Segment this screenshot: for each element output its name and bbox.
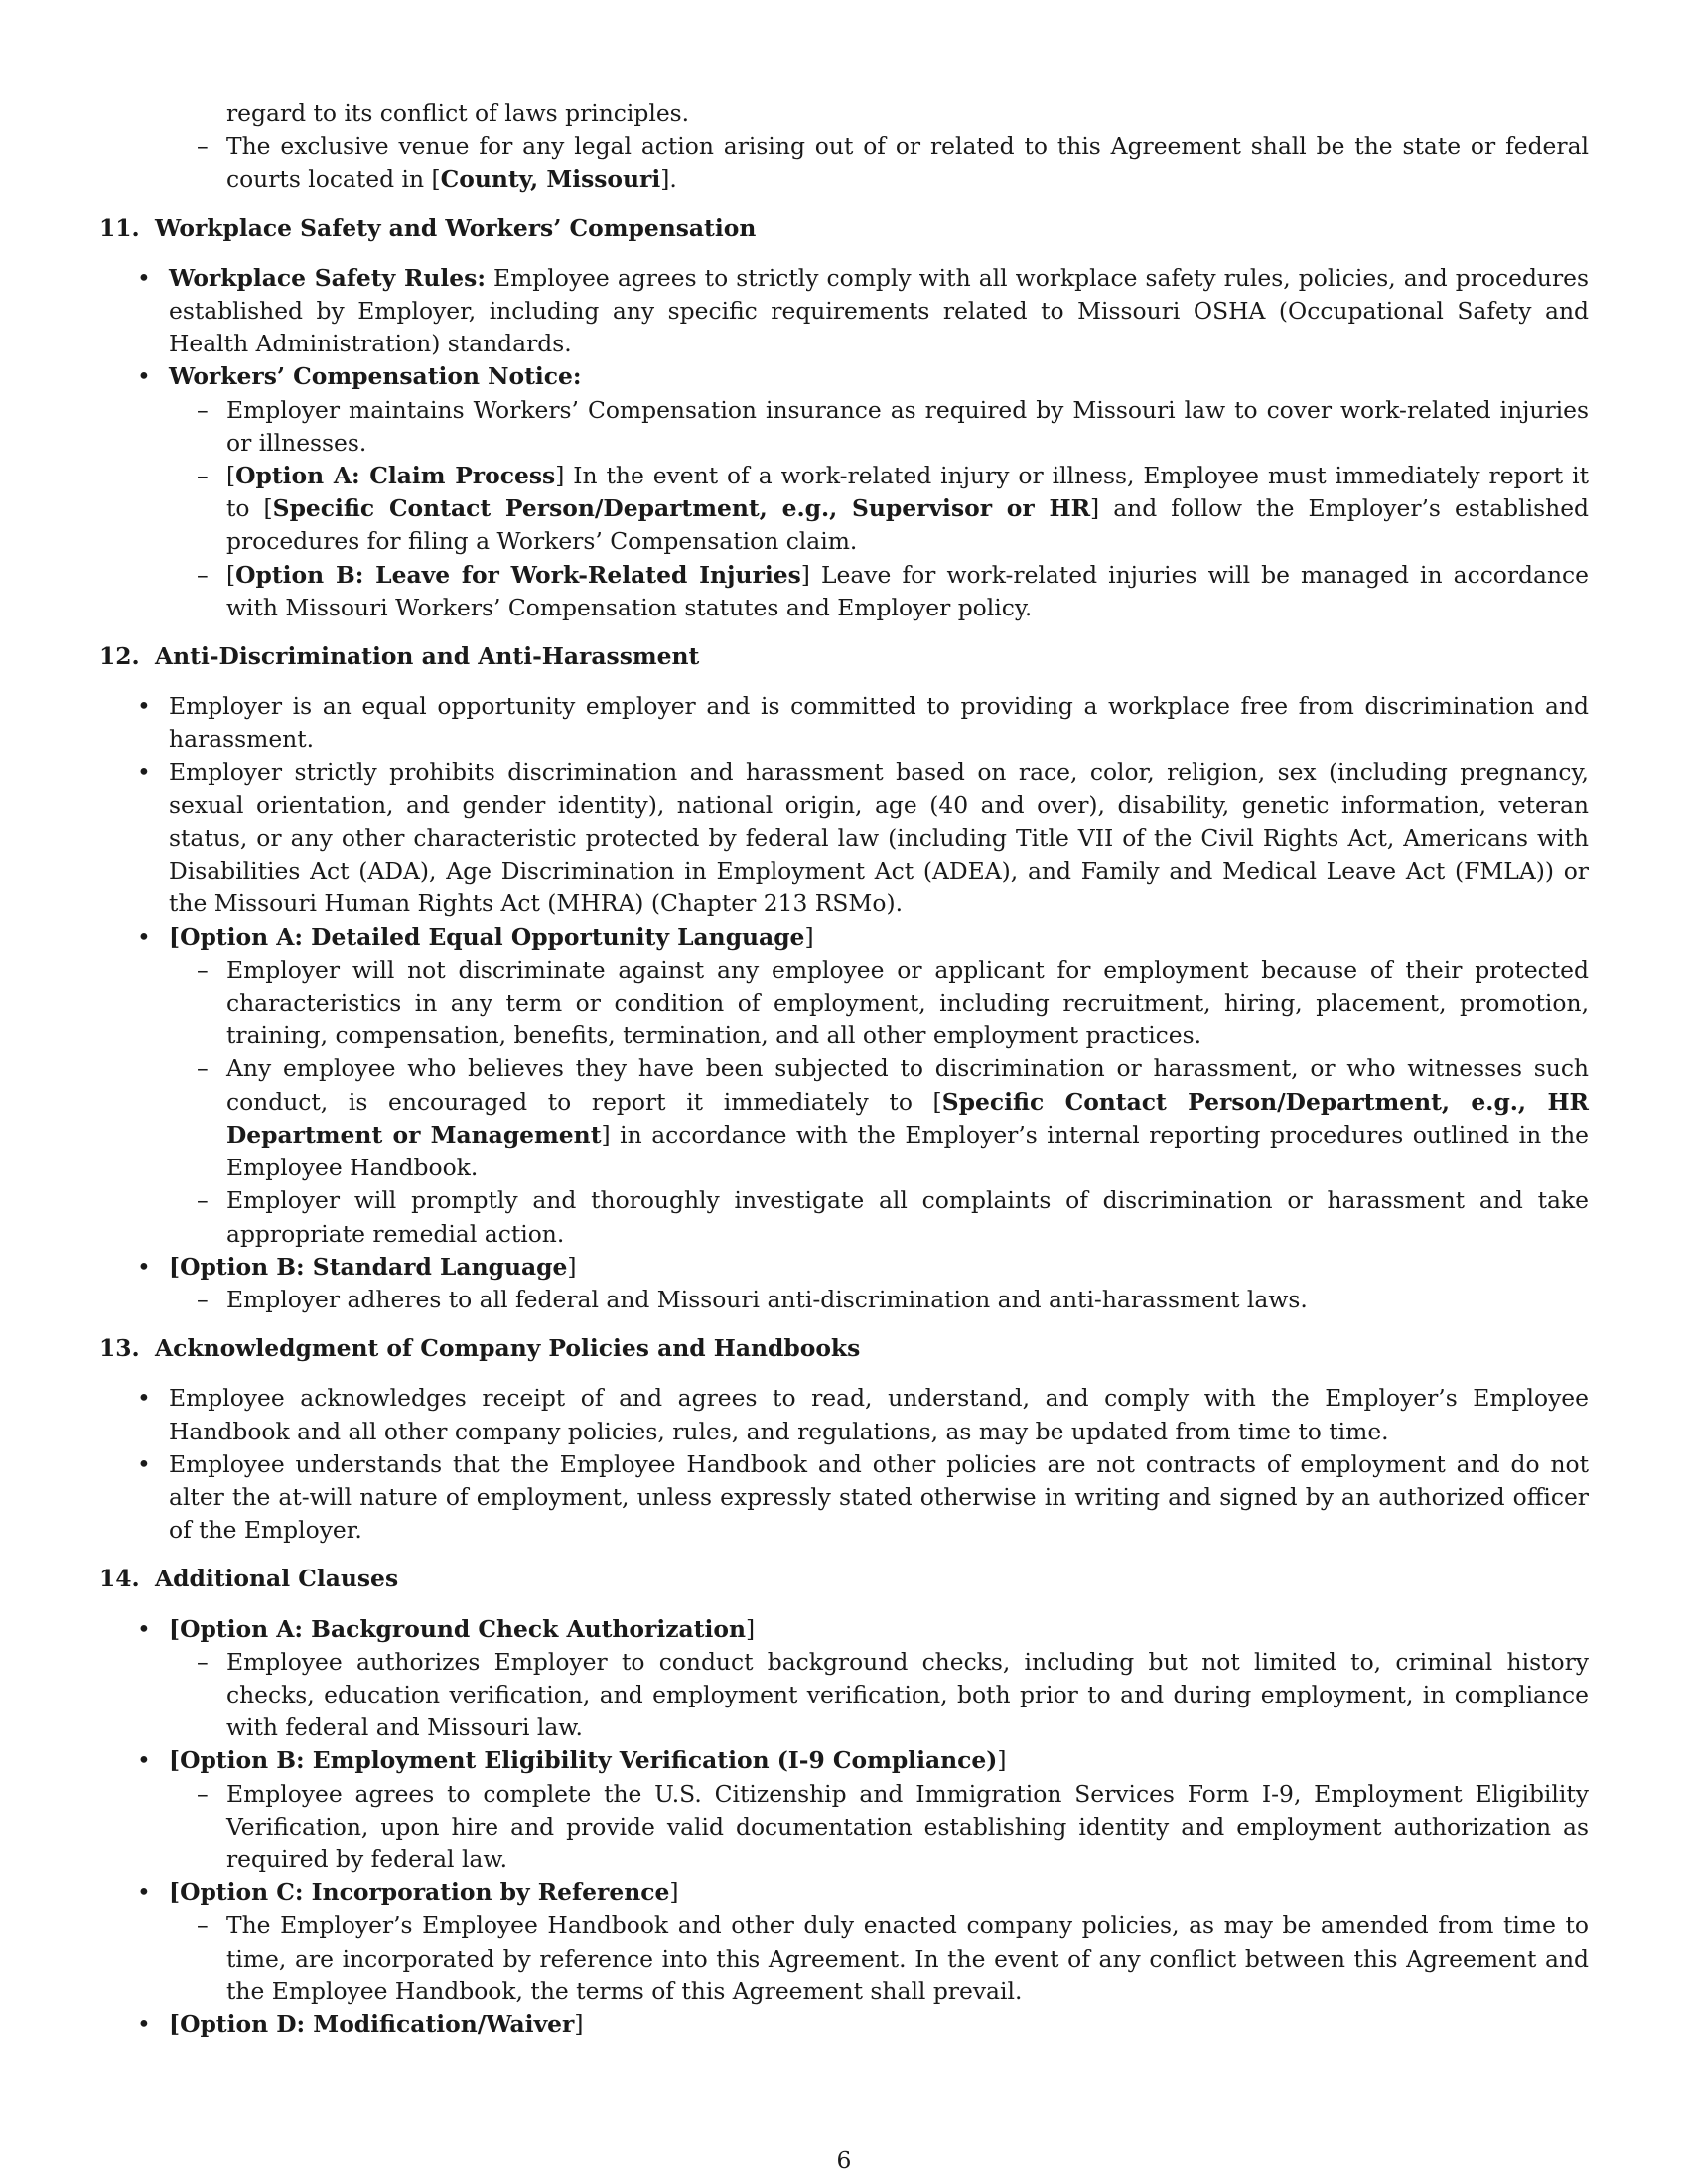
bullet-marker: • — [137, 1878, 151, 1907]
bullet-marker: • — [137, 263, 151, 292]
dash-marker: – — [197, 395, 209, 424]
dash-marker: – — [197, 1054, 209, 1083]
dash-marker: – — [197, 1285, 209, 1313]
venue-item: – The exclusive venue for any legal action arising out of or related to this Agreement shall be the state or federal courts located in [County, Missouri]. — [197, 132, 1589, 194]
sub-list-item: – [Option A: Claim Process] In the event of a work-related injury or illness, Employee must immediately report it to [Specific Contact Person/Department, e.g., Supervisor or HR] and follow the Employer’s established procedures for filing a Workers’ Compensation claim. — [197, 462, 1590, 556]
list-item: • [Option C: Incorporation by Reference] — [99, 1876, 1589, 1909]
venue-placeholder: County, Missouri — [440, 165, 661, 194]
bullet-marker: • — [137, 2009, 151, 2038]
bullet-marker: • — [137, 1384, 151, 1413]
section-13-heading: 13. Acknowledgment of Company Policies and Handbooks — [99, 1334, 861, 1363]
dash-marker: – — [197, 1186, 209, 1215]
dash-marker: – — [197, 1911, 209, 1940]
list-item: • Employee understands that the Employee Handbook and other policies are not contracts of employment and do not alter the at-will nature of employment, unless expressly stated otherwise in writing and signed by an authorized officer of the Employer. — [137, 1449, 1589, 1545]
sub-list-item: – [Option B: Leave for Work-Related Injuries] Leave for work-related injuries will be managed in accordance with Missouri Workers’ Compensation statutes and Employer policy. — [197, 560, 1589, 621]
sub-list-item: – Employee agrees to complete the U.S. Citizenship and Immigration Services Form I-9, Employment Eligibility Verification, upon hire and provide valid documentation establishing identity and employment authorization as required by federal law. — [197, 1779, 1589, 1873]
bullet-marker: • — [137, 692, 151, 721]
section-12-heading: 12. Anti-Discrimination and Anti-Harassment — [99, 642, 700, 671]
bullet-marker: • — [137, 1746, 151, 1775]
sub-list-item: – Employer will not discriminate against any employee or applicant for employment because of their protected characteristics in any term or condition of employment, including recruitment, hiring, placement, promotion, training, compensation, benefits, termination, and all other employment practices. — [197, 955, 1589, 1050]
list-item: • [Option D: Modification/Waiver] — [99, 2008, 1589, 2041]
section-11-heading: 11. Workplace Safety and Workers’ Compensation — [99, 213, 757, 242]
list-item: • Workplace Safety Rules: Employee agrees to strictly comply with all workplace safety rules, policies, and procedures established by Employer, including any specific requirements related to Missouri OSHA (Occupational Safety and Health Administration) standards. — [137, 263, 1590, 358]
dash-marker: – — [197, 1779, 209, 1808]
list-item: • [Option A: Background Check Authorization] — [99, 1613, 1589, 1646]
bullet-marker: • — [137, 1614, 151, 1643]
list-item: • [Option A: Detailed Equal Opportunity Language] — [99, 921, 1589, 954]
sub-list-item: – Employer adheres to all federal and Missouri anti-discrimination and anti-harassment laws. — [99, 1284, 1589, 1316]
document-page — [99, 97, 1589, 2041]
bullet-marker: • — [137, 1449, 151, 1478]
bullet-marker: • — [137, 922, 151, 951]
page-number: 6 — [836, 2146, 852, 2174]
list-item: • [Option B: Employment Eligibility Verification (I-9 Compliance)] — [99, 1744, 1589, 1777]
list-item: • [Option B: Standard Language] — [99, 1251, 1589, 1284]
list-item: • Employer is an equal opportunity employer and is committed to providing a workplace free from discrimination and harassment. — [137, 692, 1589, 753]
dash-marker: – — [197, 560, 209, 589]
dash-marker: – — [197, 955, 209, 984]
dash-marker: – — [197, 1647, 209, 1676]
bullet-marker: • — [137, 757, 151, 786]
dash-marker: – — [197, 462, 209, 490]
dash-marker: – — [197, 132, 209, 161]
bullet-marker: • — [137, 1252, 151, 1281]
list-item: • Workers’ Compensation Notice: — [99, 360, 1589, 393]
sub-list-item: – The Employer’s Employee Handbook and other duly enacted company policies, as may be amended from time to time, are incorporated by reference into this Agreement. In the event of any conflict between this Agreement and the Employee Handbook, the terms of this Agreement shall prevail. — [197, 1911, 1589, 2005]
list-item: • Employee acknowledges receipt of and agrees to read, understand, and comply with the Employer’s Employee Handbook and all other company policies, rules, and regulations, as may be updated from time to time. — [137, 1384, 1589, 1445]
sub-list-item: – Employer will promptly and thoroughly investigate all complaints of discrimination or harassment and take appropriate remedial action. — [197, 1186, 1589, 1248]
continuation-text: regard to its conflict of laws principles. — [226, 99, 690, 127]
sub-list-item: – Employee authorizes Employer to conduct background checks, including but not limited to, criminal history checks, education verification, and employment verification, both prior to and during employment, in compliance with federal and Missouri law. — [197, 1647, 1589, 1742]
section-14-heading: 14. Additional Clauses — [99, 1565, 399, 1593]
list-item: • Employer strictly prohibits discrimination and harassment based on race, color, religion, sex (including pregnancy, sexual orientation, and gender identity), national origin, age (40 and over), disability, genetic information, veteran status, or any other characteristic protected by federal law (including Title VII of the Civil Rights Act, Americans with Disabilities Act (ADA), Age Discrimination in Employment Act (ADEA), and Family and Medical Leave Act (FMLA)) or the Missouri Human Rights Act (MHRA) (Chapter 213 RSMo). — [137, 757, 1589, 918]
sub-list-item: – Employer maintains Workers’ Compensation insurance as required by Missouri law to cover work-related injuries or illnesses. — [197, 395, 1589, 457]
bullet-marker: • — [137, 362, 151, 391]
sub-list-item: – Any employee who believes they have been subjected to discrimination or harassment, or who witnesses such conduct, is encouraged to report it immediately to [Specific Contact Person/Department, e.g., HR Department or Management] in accordance with the Employer’s internal reporting procedures outlined in the Employee Handbook. — [197, 1054, 1589, 1182]
